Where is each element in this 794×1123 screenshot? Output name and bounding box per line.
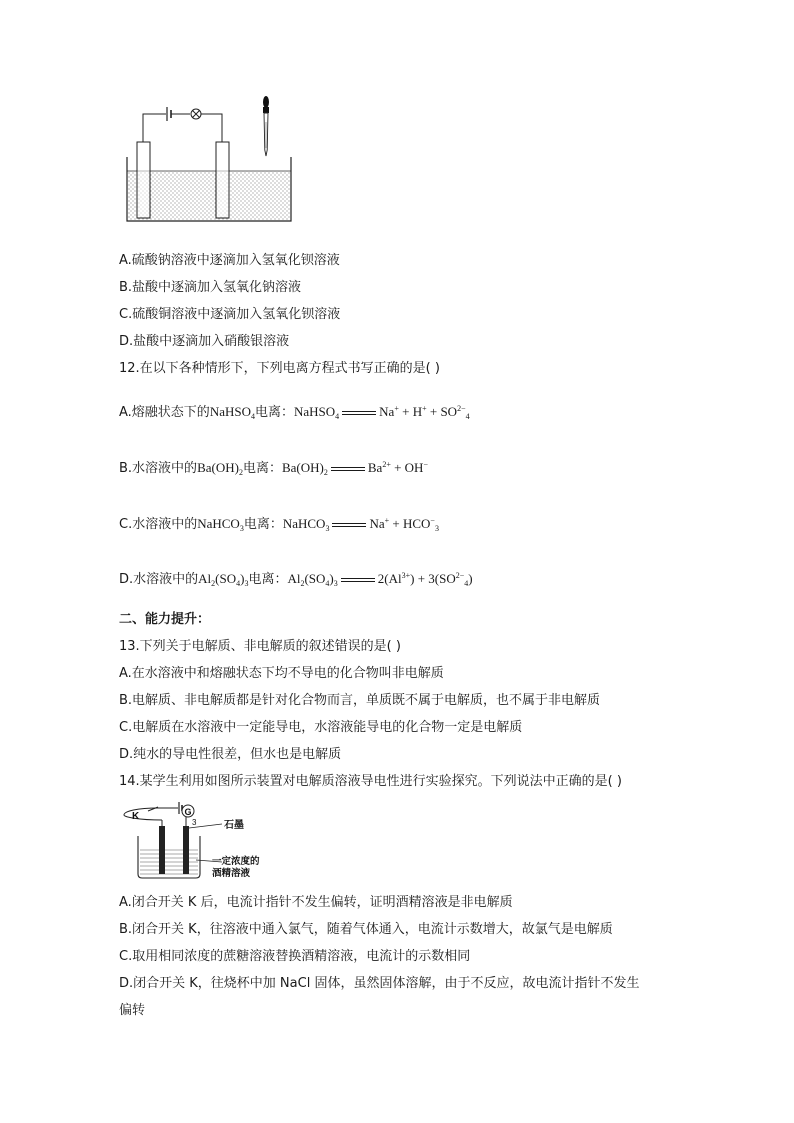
q12-a-prefix: A.熔融状态下的 <box>119 405 210 420</box>
q12-option-b: B.水溶液中的$Ba(OH)_2$电离：$Ba(OH)_2$ $Ba^{2+} + OH^-$ <box>119 460 428 477</box>
solution-hatching <box>140 850 198 874</box>
q11-option-b: B.盐酸中逐滴加入氢氧化钠溶液 <box>119 280 302 295</box>
q12-a-equation: NaHSO$_4$ $Na^+ + H^+ + SO^{2-}_4$ <box>294 404 470 421</box>
q12-c-prefix: C.水溶液中的 <box>119 517 198 532</box>
graphite-label: 石墨 <box>224 820 244 831</box>
q13-option-a: A.在水溶液中和熔融状态下均不导电的化合物叫非电解质 <box>119 666 444 681</box>
q12-c-equation: NaHCO$_3$ $Na^+ + HCO^-_3$ <box>282 516 439 533</box>
q12-a-compound: NaHSO <box>209 404 251 419</box>
q12-b-compound: Ba(OH) <box>197 460 239 475</box>
q14-option-d-line1: D.闭合开关 K，往烧杯中加 NaCl 固体，虽然固体溶解，由于不反应，故电流计指针不发生 <box>119 976 640 991</box>
q13-option-c: C.电解质在水溶液中一定能导电，水溶液能导电的化合物一定是电解质 <box>119 720 523 735</box>
q12-d-mid: 电离： <box>248 572 288 587</box>
q12-option-a: A.熔融状态下的NaHSO$_4$电离：NaHSO$_4$ $Na^+ + H^+ + SO^{2-}_4$ <box>119 404 470 421</box>
graphite-rod-left <box>159 826 165 874</box>
galvanometer-icon <box>182 805 194 817</box>
q12-b-mid: 电离： <box>242 461 282 476</box>
q11-option-a: A.硫酸钠溶液中逐滴加入氢氧化钡溶液 <box>119 253 340 268</box>
q13-stem: 13.下列关于电解质、非电解质的叙述错误的是( ) <box>119 639 401 654</box>
q12-d-compound: Al <box>198 571 212 586</box>
q12-b-equation: $Ba(OH)_2$ $Ba^{2+} + OH^-$ <box>281 460 428 477</box>
q12-b-prefix: B.水溶液中的 <box>119 461 198 476</box>
q12-c-mid: 电离： <box>243 517 283 532</box>
right-electrode <box>216 142 229 218</box>
q14-option-a: A.闭合开关 K 后，电流计指针不发生偏转，证明酒精溶液是非电解质 <box>119 895 513 910</box>
solution-fill <box>127 171 291 220</box>
q13-option-d: D.纯水的导电性很差，但水也是电解质 <box>119 747 342 762</box>
q14-stem: 14.某学生利用如图所示装置对电解质溶液导电性进行实验探究。下列说法中正确的是( ) <box>119 774 622 789</box>
solution-label-line1: 一定浓度的 <box>212 856 260 867</box>
bulb-icon <box>191 109 201 119</box>
q12-d-prefix: D.水溶液中的 <box>119 572 199 587</box>
q11-option-c: C.硫酸铜溶液中逐滴加入氢氧化钡溶液 <box>119 307 341 322</box>
svg-text:G: G <box>184 807 192 817</box>
q13-option-b: B.电解质、非电解质都是针对化合物而言，单质既不属于电解质，也不属于非电解质 <box>119 693 601 708</box>
q12-a-mid: 电离： <box>254 405 294 420</box>
q12-stem: 12.在以下各种情形下，下列电离方程式书写正确的是( ) <box>119 361 440 376</box>
q12-option-d: D.水溶液中的$Al_2(SO_4)_3$电离：$Al_2(SO_4)_3$ $2(Al^{3+}) + 3(SO^{2-}_4)$ <box>119 571 473 588</box>
switch-label: K <box>132 811 140 822</box>
svg-text:3: 3 <box>192 818 197 827</box>
section-heading: 二、能力提升： <box>119 612 211 627</box>
q14-option-d-line2: 偏转 <box>119 1003 146 1018</box>
graphite-rod-right <box>183 826 189 874</box>
q11-option-d: D.盐酸中逐滴加入硝酸银溶液 <box>119 334 290 349</box>
q12-option-c: C.水溶液中的NaHCO$_3$电离：NaHCO$_3$ $Na^+ + HCO^-_3$ <box>119 516 439 533</box>
q12-d-equation: $Al_2(SO_4)_3$ $2(Al^{3+}) + 3(SO^{2-}_4)$ <box>287 571 473 588</box>
left-electrode <box>137 142 150 218</box>
q12-c-compound: NaHCO <box>197 516 240 531</box>
small-beaker <box>138 836 200 878</box>
q14-option-b: B.闭合开关 K，往溶液中通入氯气，随着气体通入，电流计示数增大，故氯气是电解质 <box>119 922 613 937</box>
solution-label-line2: 酒精溶液 <box>212 868 251 879</box>
conductivity-apparatus-figure <box>118 94 303 226</box>
ethanol-conductivity-figure <box>118 798 298 884</box>
dropper-icon <box>263 96 269 156</box>
q14-option-c: C.取用相同浓度的蔗糖溶液替换酒精溶液，电流计的示数相同 <box>119 949 471 964</box>
